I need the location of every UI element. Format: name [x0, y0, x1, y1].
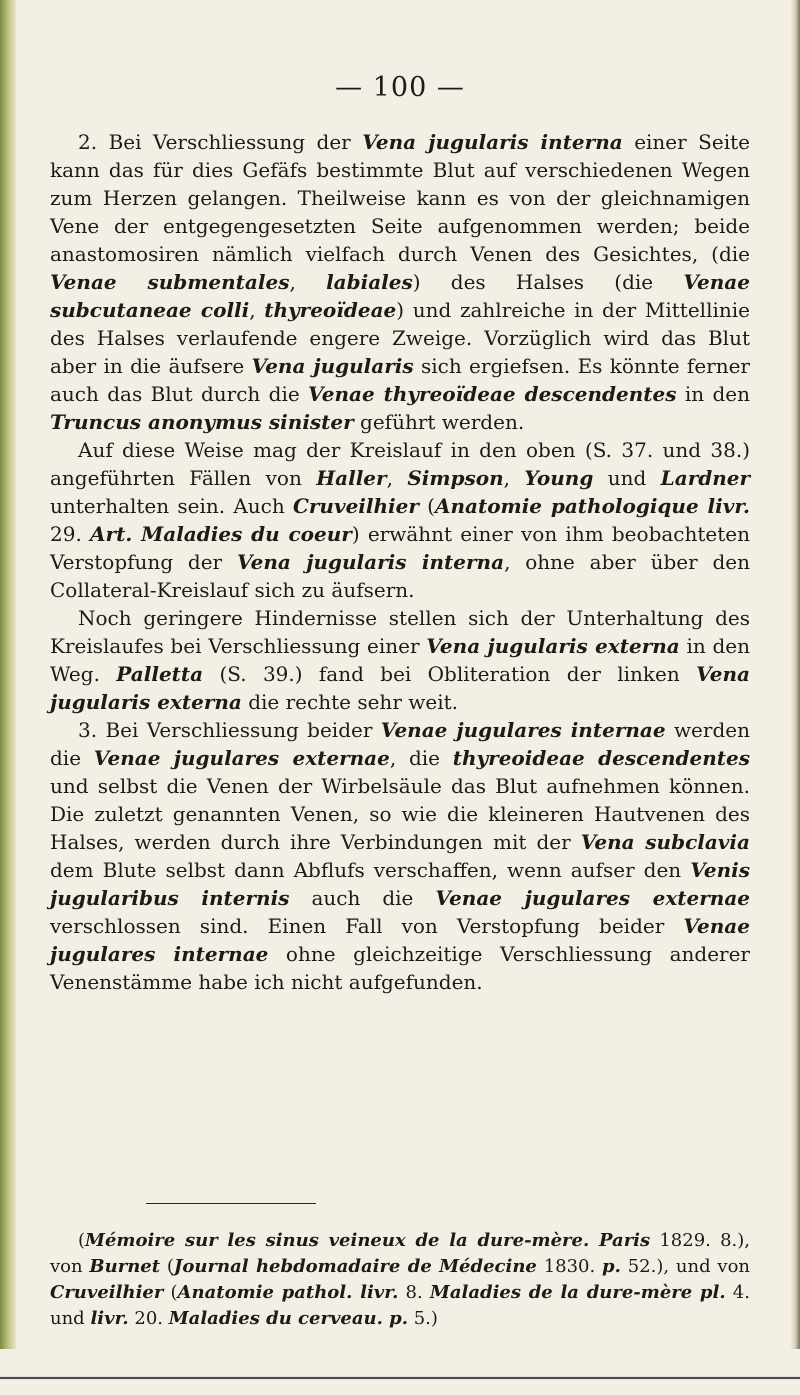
footnote-text: [50, 1228, 750, 1332]
italic-term: Truncus anonymus sinister: [50, 410, 354, 434]
text-run: (: [78, 1230, 86, 1251]
italic-term: Haller: [316, 466, 387, 490]
italic-term: Venae jugulares externae: [93, 746, 390, 770]
italic-term: Vena subclavia: [580, 830, 750, 854]
page-number: — 100 —: [335, 72, 465, 103]
text-run: einer Seite kann das für dies Gefäfs bestimmte Blut auf verschiedenen Wegen zum Herzen gelangen. Theilweise kann es von der gleichnamigen Vene der entgegengesetzten Seite aufgenommen werden; beide anastomosiren nämlich vielfach durch Venen des Gesichtes, (die: [50, 130, 750, 266]
footnote: [50, 1228, 750, 1332]
italic-term: Art. Maladies du coeur: [90, 522, 352, 546]
italic-term: Venae jugulares internae: [50, 914, 750, 966]
text-run: ,: [503, 466, 525, 490]
text-run: ,: [249, 298, 265, 322]
italic-term: labiales: [326, 270, 413, 294]
italic-term: Vena jugularis interna: [236, 550, 505, 574]
italic-term: Venis jugularibus internis: [50, 858, 750, 910]
italic-term: Lardner: [660, 466, 751, 490]
page-binding-edge: [0, 0, 16, 1395]
text-run: (S. 39.) fand bei Obliteration der linken: [203, 662, 697, 686]
footnote-divider: [146, 1203, 316, 1204]
text-run: 8.: [398, 1282, 430, 1303]
text-run: 3. Bei Verschliessung beider: [78, 718, 381, 742]
text-run: , ohne aber über den Collateral-Kreislauf sich zu äufsern.: [50, 550, 750, 602]
text-run: 1830.: [536, 1256, 603, 1277]
text-run: und selbst die Venen der Wirbelsäule das Blut aufnehmen können. Die zuletzt genannten Venen, so wie die kleineren Hautvenen des Halses, werden durch ihre Verbindungen mit der: [50, 774, 750, 854]
text-run: 20.: [128, 1308, 169, 1329]
text-run: verschlossen sind. Einen Fall von Verstopfung beider: [50, 914, 684, 938]
text-run: in den: [676, 382, 750, 406]
italic-term: Anatomie pathologique livr.: [434, 494, 750, 518]
italic-term: Venae jugulares internae: [380, 718, 666, 742]
italic-term: Burnet: [89, 1256, 161, 1277]
text-run: 1829. 8.), von: [50, 1230, 750, 1277]
text-run: ) und zahlreiche in der Mittellinie des Halses verlaufende engere Zweige. Vorzüglich wird das Blut aber in die äufsere: [50, 298, 750, 378]
text-run: Noch geringere Hindernisse stellen sich der Unterhaltung des Kreislaufes bei Verschliessung einer: [50, 606, 750, 658]
italic-term: p.: [602, 1256, 621, 1277]
text-run: ,: [386, 466, 408, 490]
italic-term: livr.: [90, 1308, 129, 1329]
italic-term: Maladies du cerveau. p.: [168, 1308, 408, 1329]
text-run: 4. und: [50, 1282, 750, 1329]
text-run: , die: [389, 746, 453, 770]
italic-term: Simpson: [407, 466, 504, 490]
text-run: 29.: [50, 522, 91, 546]
text-run: (: [418, 494, 435, 518]
text-run: ohne gleichzeitige Verschliessung anderer Venenstämme habe ich nicht aufgefunden.: [50, 942, 750, 994]
body-text: [50, 128, 750, 996]
italic-term: thyreoideae descendentes: [452, 746, 750, 770]
paragraph-4: [50, 716, 750, 996]
text-run: ) erwähnt einer von ihm beobachteten Verstopfung der: [50, 522, 750, 574]
italic-term: Venae jugulares externae: [435, 886, 751, 910]
text-run: ) des Halses (die: [412, 270, 684, 294]
italic-term: Vena jugularis externa: [50, 662, 751, 714]
text-run: 5.): [408, 1308, 438, 1329]
italic-term: Venae subcutaneae colli: [50, 270, 750, 322]
text-run: (: [160, 1256, 174, 1277]
italic-term: Maladies de la dure-mère pl.: [429, 1282, 726, 1303]
text-run: dem Blute selbst dann Abflufs verschaffen, wenn aufser den: [50, 858, 691, 882]
italic-term: Mémoire sur les sinus veineux de la dure-mère. Paris: [85, 1230, 651, 1251]
italic-term: Young: [524, 466, 594, 490]
italic-term: Vena jugularis externa: [426, 634, 680, 658]
paragraph-2: [50, 436, 750, 604]
text-run: unterhalten sein. Auch: [50, 494, 293, 518]
text-run: geführt werden.: [353, 410, 525, 434]
text-run: Auf diese Weise mag der Kreislauf in den oben (S. 37. und 38.) angeführten Fällen von: [50, 438, 750, 490]
text-run: und: [593, 466, 661, 490]
italic-term: Cruveilhier: [292, 494, 419, 518]
italic-term: Vena jugularis: [251, 354, 414, 378]
paragraph-1: [50, 128, 750, 436]
page-right-edge: [790, 0, 800, 1395]
italic-term: Venae thyreoïdeae descendentes: [308, 382, 677, 406]
italic-term: Journal hebdomadaire de Médecine: [173, 1256, 537, 1277]
italic-term: Palletta: [116, 662, 204, 686]
text-run: die rechte sehr weit.: [241, 690, 458, 714]
italic-term: Anatomie pathol. livr.: [177, 1282, 399, 1303]
text-run: ,: [289, 270, 327, 294]
italic-term: Venae submentales: [50, 270, 290, 294]
text-run: (: [163, 1282, 178, 1303]
italic-term: Vena jugularis interna: [362, 130, 623, 154]
text-run: auch die: [289, 886, 436, 910]
paragraph-3: [50, 604, 750, 716]
page-bottom-edge: [0, 1349, 800, 1395]
italic-term: Cruveilhier: [50, 1282, 164, 1303]
text-run: werden die: [50, 718, 750, 770]
text-run: 52.), und von: [620, 1256, 751, 1277]
italic-term: thyreoïdeae: [264, 298, 397, 322]
text-run: sich ergiefsen. Es könnte ferner auch das Blut durch die: [50, 354, 750, 406]
text-run: 2. Bei Verschliessung der: [78, 130, 363, 154]
text-run: in den Weg.: [50, 634, 750, 686]
